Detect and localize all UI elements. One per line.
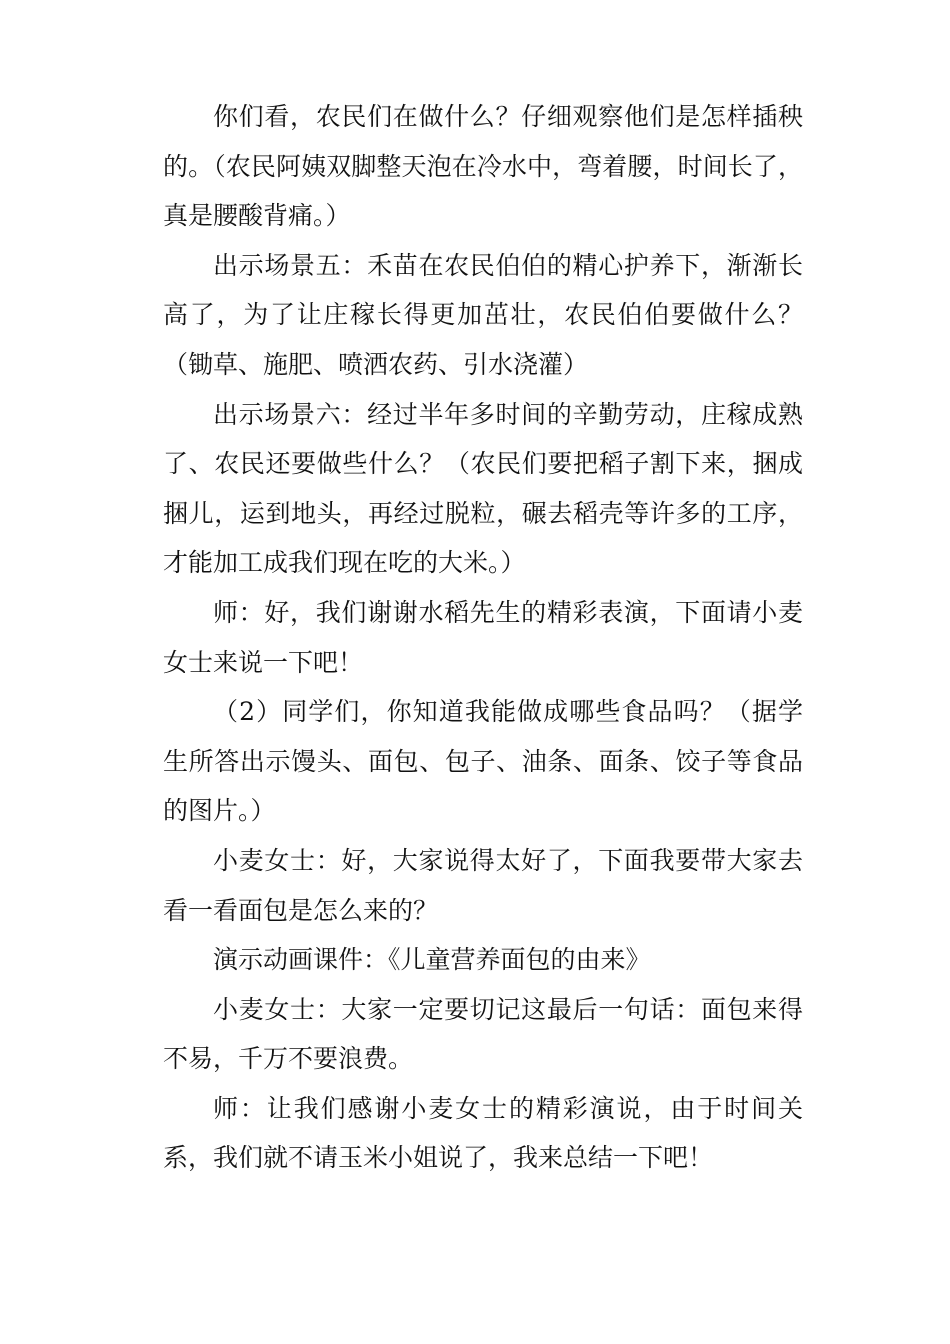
paragraph-scene-six: 出示场景六：经过半年多时间的辛勤劳动，庄稼成熟了、农民还要做些什么？（农民们要把稻子割下来，捆成捆儿，运到地头，再经过脱粒，碾去稻壳等许多的工序，才能加工成我们现在吃的大米。） [163, 399, 803, 578]
paragraph-observe-planting: 你们看，农民们在做什么？仔细观察他们是怎样插秧的。（农民阿姨双脚整天泡在冷水中，弯着腰，时间长了，真是腰酸背痛。） [163, 102, 803, 231]
paragraph-wheat-bread-intro: 小麦女士：好，大家说得太好了，下面我要带大家去看一看面包是怎么来的？ [163, 845, 803, 925]
document-body [163, 92, 803, 1183]
paragraph-teacher-summary: 师：让我们感谢小麦女士的精彩演说，由于时间关系，我们就不请玉米小姐说了，我来总结一下吧！ [163, 1093, 803, 1173]
paragraph-scene-five: 出示场景五：禾苗在农民伯伯的精心护养下，渐渐长高了，为了让庄稼长得更加茁壮，农民伯伯要做什么？（锄草、施肥、喷洒农药、引水浇灌） [163, 250, 803, 379]
paragraph-wheat-foods: （2）同学们，你知道我能做成哪些食品吗？（据学生所答出示馒头、面包、包子、油条、面条、饺子等食品的图片。） [163, 697, 803, 826]
paragraph-teacher-thanks-rice: 师：好，我们谢谢水稻先生的精彩表演，下面请小麦女士来说一下吧！ [163, 597, 803, 677]
paragraph-animation-courseware: 演示动画课件：《儿童营养面包的由来》 [213, 945, 651, 975]
paragraph-wheat-remember: 小麦女士：大家一定要切记这最后一句话：面包来得不易，千万不要浪费。 [163, 994, 803, 1074]
